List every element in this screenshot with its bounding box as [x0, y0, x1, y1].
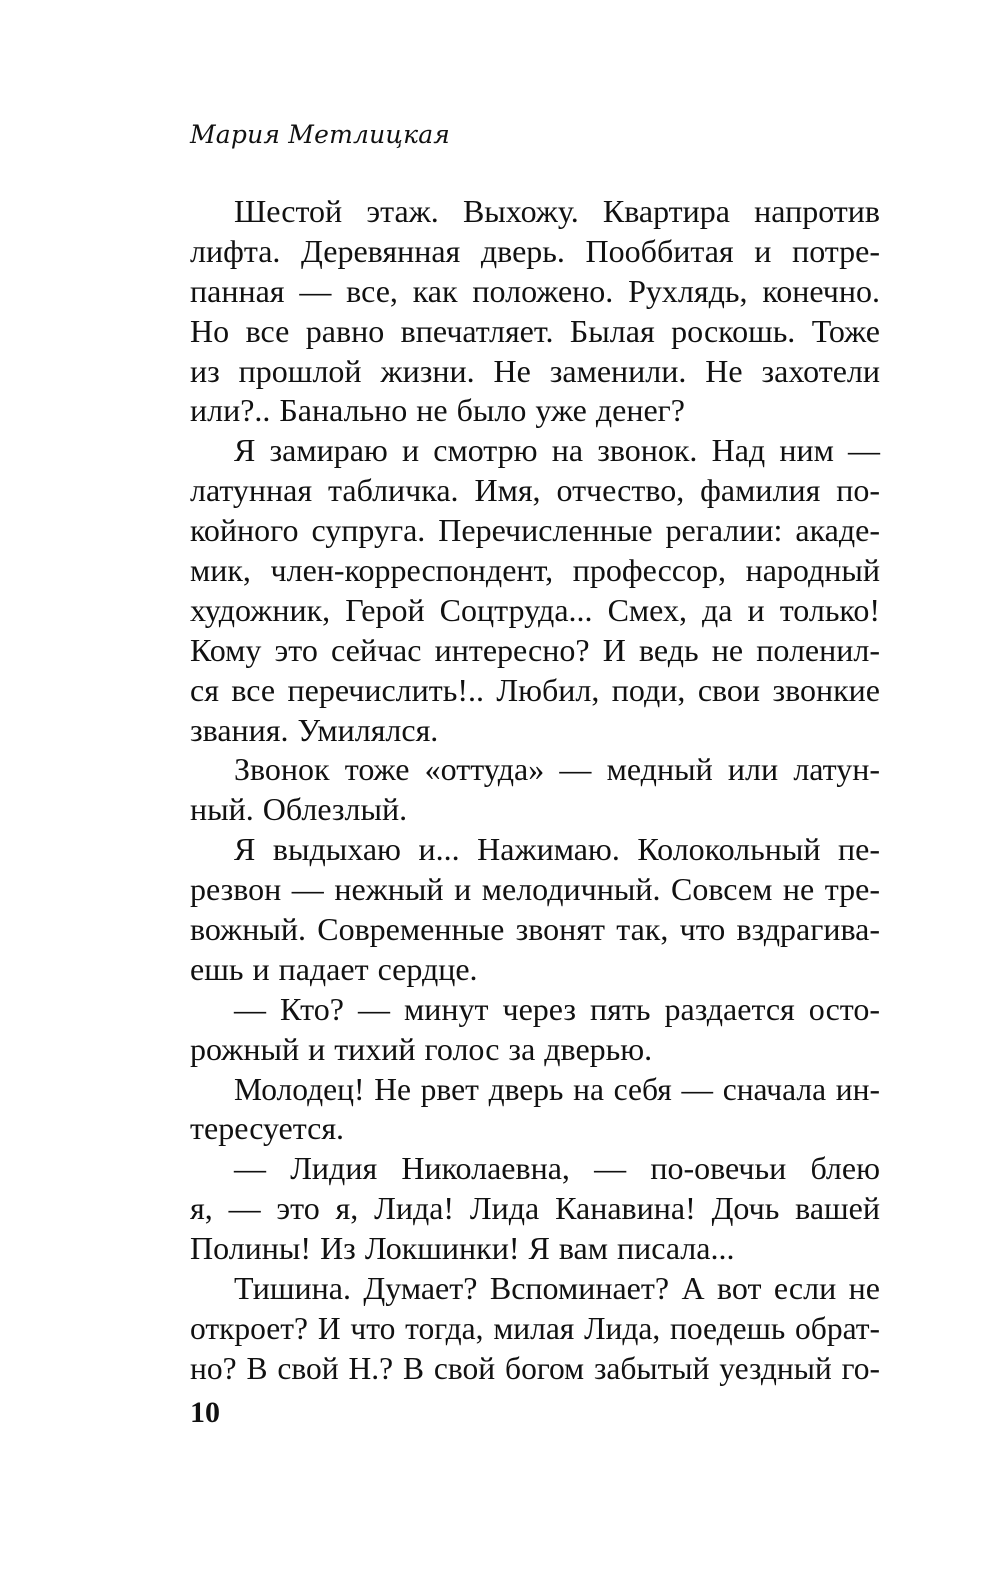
text-line: или?.. Банально не было уже денег? — [190, 392, 685, 429]
text-line: звания. Умилялся. — [190, 711, 439, 748]
text-line: вожный. Современные звонят так, что вздрагива- — [190, 911, 880, 948]
text-line: лифта. Деревянная дверь. Пооббитая и потре- — [190, 232, 880, 269]
text-line: — Лидия Николаевна, — по-овечьи блею — [234, 1150, 880, 1187]
text-line: латунная табличка. Имя, отчество, фамилия по- — [190, 472, 880, 509]
text-line: я, — это я, Лида! Лида Канавина! Дочь вашей — [190, 1190, 880, 1227]
body-text — [190, 192, 880, 1389]
text-line: Я выдыхаю и... Нажимаю. Колокольный пе- — [234, 831, 880, 868]
text-line: ешь и падает сердце. — [190, 950, 478, 987]
text-line: из прошлой жизни. Не заменили. Не захотели — [190, 352, 880, 389]
text-line: но? В свой Н.? В свой богом забытый уездный го- — [190, 1350, 880, 1386]
page-number: 10 — [190, 1396, 220, 1429]
text-line: Шестой этаж. Выхожу. Квартира напротив — [234, 193, 880, 229]
running-header-author: Мария Метлицкая — [190, 120, 451, 149]
text-line: Полины! Из Локшинки! Я вам писала... — [190, 1230, 735, 1267]
text-line: ся все перечислить!.. Любил, поди, свои звонкие — [190, 671, 880, 708]
text-line: Я замираю и смотрю на звонок. Над ним — — [234, 432, 880, 469]
text-line: мик, член-корреспондент, профессор, народный — [190, 552, 880, 589]
text-line: художник, Герой Соцтруда... Смех, да и только! — [190, 591, 880, 628]
text-line: ный. Облезлый. — [190, 791, 408, 828]
text-line: — Кто? — минут через пять раздается осто- — [234, 990, 880, 1027]
text-line: рожный и тихий голос за дверью. — [190, 1030, 653, 1067]
text-line: резвон — нежный и мелодичный. Совсем не тре- — [190, 871, 880, 908]
text-line: Но все равно впечатляет. Былая роскошь. Тоже — [190, 312, 880, 349]
text-line: Кому это сейчас интересно? И ведь не поленил- — [190, 631, 880, 668]
text-line: откроет? И что тогда, милая Лида, поедешь обрат- — [190, 1310, 880, 1346]
text-line: Звонок тоже «оттуда» — медный или латун- — [234, 751, 880, 788]
text-line: панная — все, как положено. Рухлядь, конечно. — [190, 272, 880, 309]
text-line: Тишина. Думает? Вспоминает? А вот если не — [234, 1270, 880, 1307]
text-line: Молодец! Не рвет дверь на себя — сначала ин- — [234, 1071, 880, 1107]
text-line: тересуется. — [190, 1110, 345, 1147]
text-line: койного супруга. Перечисленные регалии: акаде- — [190, 512, 880, 549]
